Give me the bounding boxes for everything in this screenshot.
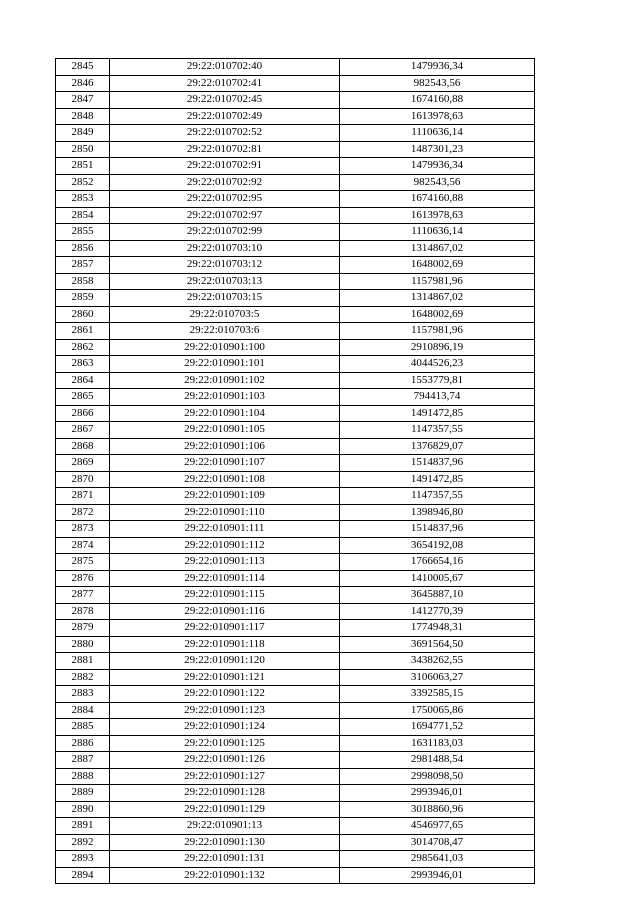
cadastral-value-cell: 2910896,19 [340, 339, 535, 356]
cadastral-number-cell: 29:22:010702:91 [110, 158, 340, 175]
cadastral-value-cell: 1514837,96 [340, 521, 535, 538]
cadastral-value-cell: 1110636,14 [340, 125, 535, 142]
cadastral-number-cell: 29:22:010702:49 [110, 108, 340, 125]
cadastral-number-cell: 29:22:010901:100 [110, 339, 340, 356]
table-row [56, 356, 535, 373]
row-number-cell: 2865 [56, 389, 110, 406]
cadastral-value-cell: 3438262,55 [340, 653, 535, 670]
cadastral-value-cell: 1479936,34 [340, 59, 535, 76]
cadastral-number-cell: 29:22:010702:97 [110, 207, 340, 224]
cadastral-number-cell: 29:22:010901:118 [110, 636, 340, 653]
cadastral-value-cell: 1487301,23 [340, 141, 535, 158]
cadastral-value-cell: 3392585,15 [340, 686, 535, 703]
row-number-cell: 2867 [56, 422, 110, 439]
cadastral-value-cell: 1648002,69 [340, 257, 535, 274]
cadastral-number-cell: 29:22:010901:130 [110, 834, 340, 851]
cadastral-number-cell: 29:22:010901:13 [110, 818, 340, 835]
table-row [56, 207, 535, 224]
table-body [56, 59, 535, 884]
table-row [56, 603, 535, 620]
table-row [56, 636, 535, 653]
cadastral-value-cell: 1412770,39 [340, 603, 535, 620]
cadastral-number-cell: 29:22:010901:114 [110, 570, 340, 587]
table-row [56, 587, 535, 604]
cadastral-number-cell: 29:22:010901:127 [110, 768, 340, 785]
row-number-cell: 2889 [56, 785, 110, 802]
table-row [56, 620, 535, 637]
cadastral-value-cell: 1147357,55 [340, 422, 535, 439]
cadastral-value-cell: 1110636,14 [340, 224, 535, 241]
cadastral-number-cell: 29:22:010901:105 [110, 422, 340, 439]
cadastral-value-cell: 1314867,02 [340, 240, 535, 257]
table-row [56, 669, 535, 686]
cadastral-value-cell: 2985641,03 [340, 851, 535, 868]
cadastral-number-cell: 29:22:010901:129 [110, 801, 340, 818]
cadastral-number-cell: 29:22:010703:15 [110, 290, 340, 307]
table-row [56, 174, 535, 191]
cadastral-number-cell: 29:22:010901:106 [110, 438, 340, 455]
row-number-cell: 2893 [56, 851, 110, 868]
cadastral-number-cell: 29:22:010901:104 [110, 405, 340, 422]
table-row [56, 257, 535, 274]
table-row [56, 521, 535, 538]
cadastral-value-cell: 1674160,88 [340, 92, 535, 109]
row-number-cell: 2861 [56, 323, 110, 340]
cadastral-value-cell: 1491472,85 [340, 405, 535, 422]
cadastral-value-cell: 1157981,96 [340, 273, 535, 290]
row-number-cell: 2891 [56, 818, 110, 835]
cadastral-number-cell: 29:22:010901:109 [110, 488, 340, 505]
cadastral-value-cell: 3691564,50 [340, 636, 535, 653]
cadastral-value-cell: 794413,74 [340, 389, 535, 406]
table-row [56, 306, 535, 323]
row-number-cell: 2884 [56, 702, 110, 719]
cadastral-value-cell: 1766654,16 [340, 554, 535, 571]
table-row [56, 405, 535, 422]
table-row [56, 191, 535, 208]
cadastral-number-cell: 29:22:010901:121 [110, 669, 340, 686]
row-number-cell: 2850 [56, 141, 110, 158]
row-number-cell: 2845 [56, 59, 110, 76]
row-number-cell: 2873 [56, 521, 110, 538]
table-row [56, 801, 535, 818]
table-row [56, 323, 535, 340]
row-number-cell: 2863 [56, 356, 110, 373]
table-row [56, 141, 535, 158]
cadastral-value-cell: 3645887,10 [340, 587, 535, 604]
table-row [56, 92, 535, 109]
cadastral-number-cell: 29:22:010703:13 [110, 273, 340, 290]
table-row [56, 224, 535, 241]
cadastral-value-cell: 982543,56 [340, 75, 535, 92]
cadastral-value-cell: 1750065,86 [340, 702, 535, 719]
cadastral-number-cell: 29:22:010702:81 [110, 141, 340, 158]
cadastral-number-cell: 29:22:010901:125 [110, 735, 340, 752]
row-number-cell: 2875 [56, 554, 110, 571]
row-number-cell: 2858 [56, 273, 110, 290]
row-number-cell: 2887 [56, 752, 110, 769]
cadastral-value-cell: 1410005,67 [340, 570, 535, 587]
row-number-cell: 2871 [56, 488, 110, 505]
table-row [56, 339, 535, 356]
cadastral-number-cell: 29:22:010901:126 [110, 752, 340, 769]
table-row [56, 240, 535, 257]
table-row [56, 554, 535, 571]
cadastral-number-cell: 29:22:010901:123 [110, 702, 340, 719]
cadastral-number-cell: 29:22:010901:113 [110, 554, 340, 571]
cadastral-number-cell: 29:22:010703:5 [110, 306, 340, 323]
row-number-cell: 2866 [56, 405, 110, 422]
row-number-cell: 2879 [56, 620, 110, 637]
table-row [56, 125, 535, 142]
table-row [56, 735, 535, 752]
row-number-cell: 2883 [56, 686, 110, 703]
cadastral-number-cell: 29:22:010901:117 [110, 620, 340, 637]
cadastral-value-cell: 1553779,81 [340, 372, 535, 389]
row-number-cell: 2846 [56, 75, 110, 92]
table-row [56, 372, 535, 389]
cadastral-value-cell: 1376829,07 [340, 438, 535, 455]
row-number-cell: 2864 [56, 372, 110, 389]
row-number-cell: 2854 [56, 207, 110, 224]
cadastral-number-cell: 29:22:010901:122 [110, 686, 340, 703]
row-number-cell: 2888 [56, 768, 110, 785]
cadastral-value-cell: 1157981,96 [340, 323, 535, 340]
table-row [56, 653, 535, 670]
cadastral-value-cell: 2998098,50 [340, 768, 535, 785]
table-row [56, 290, 535, 307]
cadastral-number-cell: 29:22:010702:95 [110, 191, 340, 208]
table-row [56, 719, 535, 736]
cadastral-number-cell: 29:22:010702:99 [110, 224, 340, 241]
cadastral-number-cell: 29:22:010901:101 [110, 356, 340, 373]
cadastral-number-cell: 29:22:010901:110 [110, 504, 340, 521]
table-row [56, 471, 535, 488]
cadastral-value-cell: 4546977,65 [340, 818, 535, 835]
cadastral-number-cell: 29:22:010901:112 [110, 537, 340, 554]
row-number-cell: 2890 [56, 801, 110, 818]
row-number-cell: 2855 [56, 224, 110, 241]
table-row [56, 504, 535, 521]
cadastral-number-cell: 29:22:010901:128 [110, 785, 340, 802]
row-number-cell: 2868 [56, 438, 110, 455]
row-number-cell: 2877 [56, 587, 110, 604]
row-number-cell: 2878 [56, 603, 110, 620]
table-row [56, 851, 535, 868]
cadastral-number-cell: 29:22:010901:107 [110, 455, 340, 472]
row-number-cell: 2874 [56, 537, 110, 554]
cadastral-value-cell: 1631183,03 [340, 735, 535, 752]
row-number-cell: 2859 [56, 290, 110, 307]
cadastral-value-cell: 4044526,23 [340, 356, 535, 373]
row-number-cell: 2849 [56, 125, 110, 142]
cadastral-number-cell: 29:22:010702:52 [110, 125, 340, 142]
cadastral-value-cell: 2993946,01 [340, 785, 535, 802]
cadastral-number-cell: 29:22:010703:10 [110, 240, 340, 257]
cadastral-value-cell: 2981488,54 [340, 752, 535, 769]
row-number-cell: 2852 [56, 174, 110, 191]
cadastral-value-cell: 1694771,52 [340, 719, 535, 736]
cadastral-number-cell: 29:22:010901:116 [110, 603, 340, 620]
cadastral-number-cell: 29:22:010901:131 [110, 851, 340, 868]
row-number-cell: 2848 [56, 108, 110, 125]
table-row [56, 785, 535, 802]
cadastral-number-cell: 29:22:010901:132 [110, 867, 340, 884]
cadastral-value-cell: 3018860,96 [340, 801, 535, 818]
row-number-cell: 2885 [56, 719, 110, 736]
table-row [56, 834, 535, 851]
table-row [56, 158, 535, 175]
cadastral-number-cell: 29:22:010901:124 [110, 719, 340, 736]
cadastral-value-cell: 3014708,47 [340, 834, 535, 851]
cadastral-value-cell: 1314867,02 [340, 290, 535, 307]
cadastral-value-cell: 1491472,85 [340, 471, 535, 488]
row-number-cell: 2856 [56, 240, 110, 257]
table-row [56, 537, 535, 554]
table-row [56, 389, 535, 406]
cadastral-value-cell: 1398946,80 [340, 504, 535, 521]
cadastral-number-cell: 29:22:010702:92 [110, 174, 340, 191]
cadastral-number-cell: 29:22:010901:103 [110, 389, 340, 406]
cadastral-number-cell: 29:22:010703:6 [110, 323, 340, 340]
cadastral-value-table [55, 58, 535, 884]
row-number-cell: 2894 [56, 867, 110, 884]
cadastral-value-cell: 1774948,31 [340, 620, 535, 637]
cadastral-value-cell: 1514837,96 [340, 455, 535, 472]
row-number-cell: 2857 [56, 257, 110, 274]
table-row [56, 752, 535, 769]
row-number-cell: 2851 [56, 158, 110, 175]
table-row [56, 867, 535, 884]
row-number-cell: 2847 [56, 92, 110, 109]
cadastral-value-cell: 1674160,88 [340, 191, 535, 208]
cadastral-number-cell: 29:22:010901:120 [110, 653, 340, 670]
row-number-cell: 2860 [56, 306, 110, 323]
row-number-cell: 2862 [56, 339, 110, 356]
row-number-cell: 2880 [56, 636, 110, 653]
table-row [56, 686, 535, 703]
cadastral-value-cell: 1613978,63 [340, 108, 535, 125]
cadastral-number-cell: 29:22:010703:12 [110, 257, 340, 274]
cadastral-value-cell: 3106063,27 [340, 669, 535, 686]
cadastral-value-cell: 982543,56 [340, 174, 535, 191]
row-number-cell: 2876 [56, 570, 110, 587]
table-row [56, 59, 535, 76]
row-number-cell: 2882 [56, 669, 110, 686]
cadastral-value-cell: 1479936,34 [340, 158, 535, 175]
table-row [56, 422, 535, 439]
row-number-cell: 2870 [56, 471, 110, 488]
table-row [56, 570, 535, 587]
cadastral-value-cell: 1648002,69 [340, 306, 535, 323]
table-row [56, 818, 535, 835]
table-row [56, 768, 535, 785]
table-row [56, 455, 535, 472]
row-number-cell: 2853 [56, 191, 110, 208]
table-row [56, 438, 535, 455]
cadastral-number-cell: 29:22:010702:45 [110, 92, 340, 109]
cadastral-number-cell: 29:22:010702:41 [110, 75, 340, 92]
cadastral-number-cell: 29:22:010901:102 [110, 372, 340, 389]
cadastral-number-cell: 29:22:010901:111 [110, 521, 340, 538]
cadastral-number-cell: 29:22:010702:40 [110, 59, 340, 76]
row-number-cell: 2869 [56, 455, 110, 472]
cadastral-value-cell: 3654192,08 [340, 537, 535, 554]
table-row [56, 702, 535, 719]
cadastral-value-cell: 1613978,63 [340, 207, 535, 224]
table-row [56, 488, 535, 505]
table-row [56, 75, 535, 92]
row-number-cell: 2886 [56, 735, 110, 752]
cadastral-value-cell: 1147357,55 [340, 488, 535, 505]
row-number-cell: 2872 [56, 504, 110, 521]
row-number-cell: 2892 [56, 834, 110, 851]
row-number-cell: 2881 [56, 653, 110, 670]
cadastral-value-cell: 2993946,01 [340, 867, 535, 884]
cadastral-number-cell: 29:22:010901:108 [110, 471, 340, 488]
table-row [56, 273, 535, 290]
cadastral-number-cell: 29:22:010901:115 [110, 587, 340, 604]
table-row [56, 108, 535, 125]
